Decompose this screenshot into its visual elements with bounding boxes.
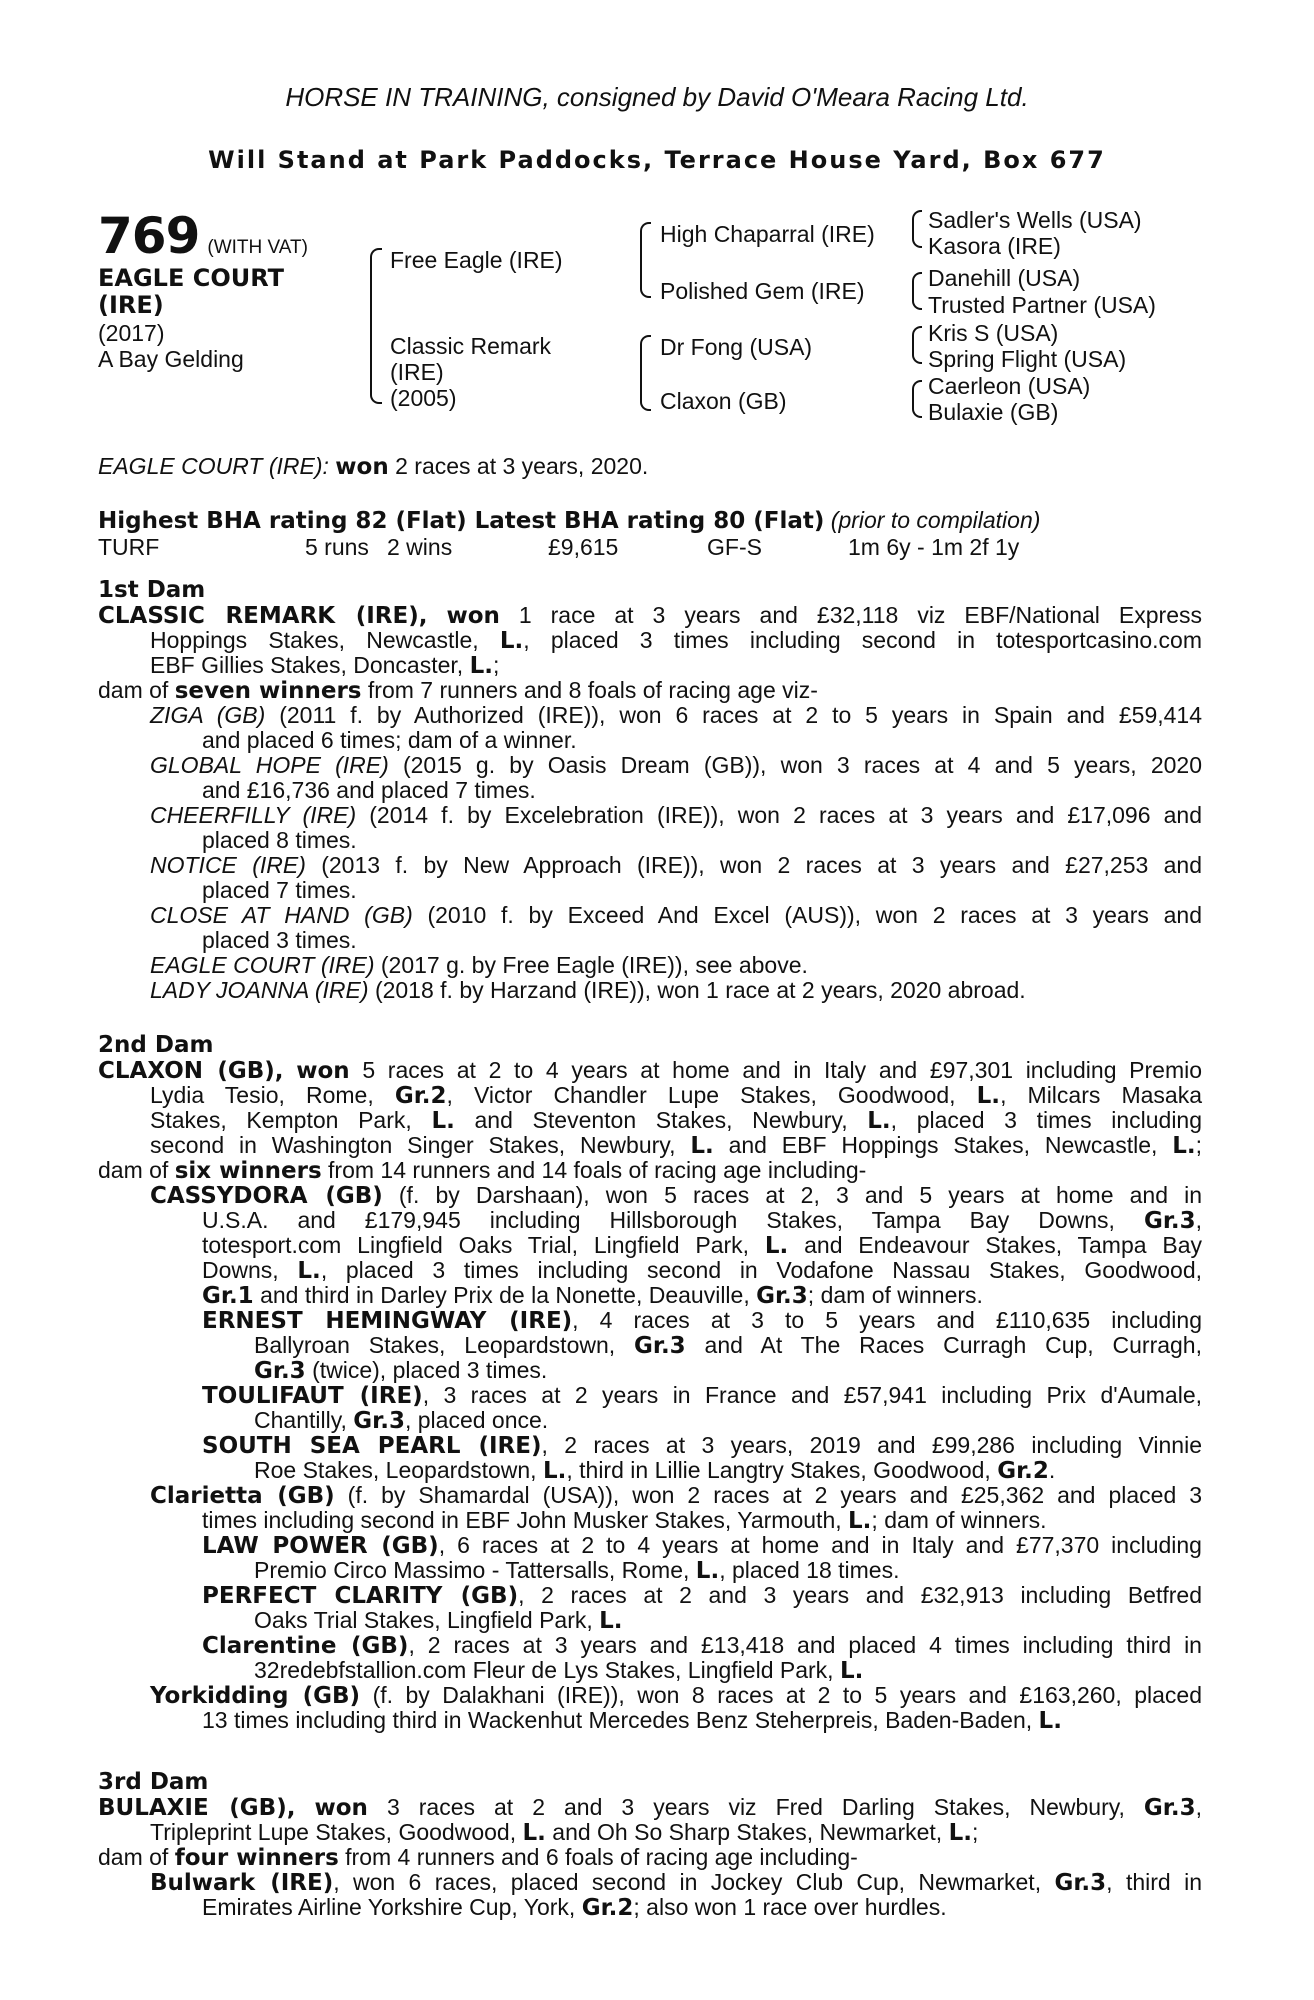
first-dam-produce-line: dam of seven winners from 7 runners and 8 foals of racing age viz- xyxy=(98,677,818,704)
pedigree-g3-1: Kasora (IRE) xyxy=(928,233,1061,259)
third-dam-heading: 3rd Dam xyxy=(98,1769,209,1795)
yorkidding-line1: Yorkidding (GB) (f. by Dalakhani (IRE)), won 8 races at 2 to 5 years and £163,260, placed xyxy=(150,1682,1203,1709)
perfect-clarity-line1: PERFECT CLARITY (GB), 2 races at 2 and 3 years and £32,913 including Betfred xyxy=(202,1582,1202,1609)
second-dam-line3: Stakes, Kempton Park, L. and Steventon Stakes, Newbury, L., placed 3 times including xyxy=(150,1107,1203,1134)
lot-number: 769 xyxy=(98,207,200,265)
pedigree-g3-5: Spring Flight (USA) xyxy=(928,346,1127,372)
turf-wins: 2 wins xyxy=(387,534,453,560)
first-dam-section xyxy=(98,578,1202,1018)
third-dam-line1: BULAXIE (GB), won 3 races at 2 and 3 years viz Fred Darling Stakes, Newbury, Gr.3, xyxy=(98,1794,1202,1821)
cassydora-line1: CASSYDORA (GB) (f. by Darshaan), won 5 races at 2, 3 and 5 years at home and in xyxy=(150,1182,1203,1209)
second-dam-line4: second in Washington Singer Stakes, Newbury, L. and EBF Hoppings Stakes, Newcastle, L.; xyxy=(150,1132,1203,1159)
progeny-global-hope: GLOBAL HOPE (IRE) (2015 g. by Oasis Dream (GB)), won 3 races at 4 and 5 years, 2020 xyxy=(150,752,1202,778)
pedigree-dam-year: (2005) xyxy=(390,385,457,411)
horse-description: A Bay Gelding xyxy=(98,346,244,372)
turf-runs: 5 runs xyxy=(305,534,369,560)
clarietta-line2: times including second in EBF John Musker Stakes, Yarmouth, L.; dam of winners. xyxy=(202,1507,1047,1534)
turf-distance: 1m 6y - 1m 2f 1y xyxy=(848,534,1020,560)
yorkidding-line2: 13 times including third in Wackenhut Mercedes Benz Steherpreis, Baden-Baden, L. xyxy=(202,1707,1062,1734)
pedigree-sire-dam: Polished Gem (IRE) xyxy=(660,278,865,304)
progeny-eagle-court: EAGLE COURT (IRE) (2017 g. by Free Eagle (IRE)), see above. xyxy=(150,952,808,978)
pedigree-sire-sire: High Chaparral (IRE) xyxy=(660,221,875,247)
pedigree-brace-g3-1 xyxy=(912,210,922,248)
pedigree-g3-4: Kris S (USA) xyxy=(928,320,1059,346)
clarietta-line1: Clarietta (GB) (f. by Shamardal (USA)), won 2 races at 2 years and £25,362 and placed 3 xyxy=(150,1482,1203,1509)
horse-name: EAGLE COURT (IRE) xyxy=(98,264,284,319)
second-dam-produce-line: dam of six winners from 14 runners and 14 foals of racing age including- xyxy=(98,1157,867,1184)
progeny-cheerfilly: CHEERFILLY (IRE) (2014 f. by Excelebration (IRE)), won 2 races at 3 years and £17,096 and xyxy=(150,802,1203,828)
pedigree-dam-sire: Dr Fong (USA) xyxy=(660,334,813,360)
second-dam-line2: Lydia Tesio, Rome, Gr.2, Victor Chandler Lupe Stakes, Goodwood, L., Milcars Masaka xyxy=(150,1082,1202,1109)
pedigree-g3-3: Trusted Partner (USA) xyxy=(928,292,1156,318)
bha-rating: Highest BHA rating 82 (Flat) Latest BHA rating 80 (Flat) xyxy=(98,508,825,534)
ernest-hemingway-line3: Gr.3 (twice), placed 3 times. xyxy=(254,1357,548,1384)
summary-horse-name: EAGLE COURT (IRE) xyxy=(98,453,323,479)
cassydora-line2: U.S.A. and £179,945 including Hillsborough Stakes, Tampa Bay Downs, Gr.3, xyxy=(202,1207,1203,1234)
turf-going: GF-S xyxy=(707,534,762,560)
pedigree-brace-g3-4 xyxy=(912,380,922,418)
rating-note: (prior to compilation) xyxy=(830,507,1041,533)
first-dam-line1: CLASSIC REMARK (IRE), won 1 race at 3 years and £32,118 viz EBF/National Express xyxy=(98,602,1202,629)
first-dam-line3: EBF Gillies Stakes, Doncaster, L.; xyxy=(150,652,500,679)
bulwark-line1: Bulwark (IRE), won 6 races, placed second in Jockey Club Cup, Newmarket, Gr.3, third in xyxy=(150,1869,1202,1896)
third-dam-produce-line: dam of four winners from 4 runners and 6 foals of racing age including- xyxy=(98,1844,858,1871)
pedigree-dam-dam: Claxon (GB) xyxy=(660,388,787,414)
pedigree-dam-name: Classic Remark xyxy=(390,333,552,359)
summary-colon: : xyxy=(322,453,329,479)
toulifaut-line2: Chantilly, Gr.3, placed once. xyxy=(254,1407,549,1434)
ernest-hemingway-line1: ERNEST HEMINGWAY (IRE), 4 races at 3 to 5 years and £110,635 including xyxy=(202,1307,1202,1334)
cassydora-line5: Gr.1 and third in Darley Prix de la Nonette, Deauville, Gr.3; dam of winners. xyxy=(202,1282,983,1309)
progeny-close-at-hand-cont: placed 3 times. xyxy=(202,927,357,953)
pedigree-brace-g3-2 xyxy=(912,272,922,310)
first-dam-line2: Hoppings Stakes, Newcastle, L., placed 3 times including second in totesportcasino.com xyxy=(150,627,1202,654)
horse-year: (2017) xyxy=(98,320,165,346)
perfect-clarity-line2: Oaks Trial Stakes, Lingfield Park, L. xyxy=(254,1607,623,1634)
pedigree-dam-country: (IRE) xyxy=(390,359,444,385)
summary-text: 2 races at 3 years, 2020. xyxy=(395,453,649,479)
race-summary xyxy=(98,454,1202,481)
south-sea-pearl-line2: Roe Stakes, Leopardstown, L., third in Lillie Langtry Stakes, Goodwood, Gr.2. xyxy=(254,1457,1056,1484)
cassydora-line3: totesport.com Lingfield Oaks Trial, Lingfield Park, L. and Endeavour Stakes, Tampa Bay xyxy=(202,1232,1202,1259)
progeny-notice: NOTICE (IRE) (2013 f. by New Approach (IRE)), won 2 races at 3 years and £27,253 and xyxy=(150,852,1202,878)
progeny-ziga: ZIGA (GB) (2011 f. by Authorized (IRE)), won 6 races at 2 to 5 years in Spain and £59,414 xyxy=(150,702,1203,728)
clarentine-line2: 32redebfstallion.com Fleur de Lys Stakes, Lingfield Park, L. xyxy=(254,1657,864,1684)
pedigree-g3-7: Bulaxie (GB) xyxy=(928,399,1059,425)
pedigree-g3-2: Danehill (USA) xyxy=(928,265,1081,291)
south-sea-pearl-line1: SOUTH SEA PEARL (IRE), 2 races at 3 years, 2019 and £99,286 including Vinnie xyxy=(202,1432,1202,1459)
first-dam-heading: 1st Dam xyxy=(98,577,206,603)
location-header: Will Stand at Park Paddocks, Terrace House Yard, Box 677 xyxy=(208,146,1106,174)
second-dam-line1: CLAXON (GB), won 5 races at 2 to 4 years at home and in Italy and £97,301 including Premio xyxy=(98,1057,1203,1084)
pedigree-brace-g3-3 xyxy=(912,326,922,364)
turf-earnings: £9,615 xyxy=(548,534,619,560)
summary-won: won xyxy=(335,454,389,480)
law-power-line1: LAW POWER (GB), 6 races at 2 to 4 years at home and in Italy and £77,370 including xyxy=(202,1532,1202,1559)
second-dam-heading: 2nd Dam xyxy=(98,1032,214,1058)
pedigree-sire: Free Eagle (IRE) xyxy=(390,247,563,273)
rating-line xyxy=(98,508,1202,535)
third-dam-line2: Tripleprint Lupe Stakes, Goodwood, L. and Oh So Sharp Stakes, Newmarket, L.; xyxy=(150,1819,979,1846)
pedigree-g3-6: Caerleon (USA) xyxy=(928,373,1091,399)
law-power-line2: Premio Circo Massimo - Tattersalls, Rome, L., placed 18 times. xyxy=(254,1557,900,1584)
bulwark-line2: Emirates Airline Yorkshire Cup, York, Gr.2; also won 1 race over hurdles. xyxy=(202,1894,947,1921)
pedigree-brace-gen1 xyxy=(370,248,382,404)
consignment-header: HORSE IN TRAINING, consigned by David O'Meara Racing Ltd. xyxy=(285,82,1029,112)
progeny-close-at-hand: CLOSE AT HAND (GB) (2010 f. by Exceed And Excel (AUS)), won 2 races at 3 years and xyxy=(150,902,1202,928)
progeny-lady-joanna: LADY JOANNA (IRE) (2018 f. by Harzand (IRE)), won 1 race at 2 years, 2020 abroad. xyxy=(150,977,1026,1003)
ernest-hemingway-line2: Ballyroan Stakes, Leopardstown, Gr.3 and At The Races Curragh Cup, Curragh, xyxy=(254,1332,1202,1359)
pedigree-brace-sire xyxy=(640,222,651,298)
pedigree-g3-0: Sadler's Wells (USA) xyxy=(928,207,1142,233)
progeny-cheerfilly-cont: placed 8 times. xyxy=(202,827,357,853)
cassydora-line4: Downs, L., placed 3 times including second in Vodafone Nassau Stakes, Goodwood, xyxy=(202,1257,1203,1284)
toulifaut-line1: TOULIFAUT (IRE), 3 races at 2 years in France and £57,941 including Prix d'Aumale, xyxy=(202,1382,1203,1409)
progeny-ziga-cont: and placed 6 times; dam of a winner. xyxy=(202,727,577,753)
lot-number-block xyxy=(98,207,308,265)
clarentine-line1: Clarentine (GB), 2 races at 3 years and £13,418 and placed 4 times including third in xyxy=(202,1632,1202,1659)
vat-label: (WITH VAT) xyxy=(207,237,308,258)
third-dam-section xyxy=(98,1770,1202,1920)
turf-surface: TURF xyxy=(98,534,160,560)
progeny-notice-cont: placed 7 times. xyxy=(202,877,357,903)
second-dam-section xyxy=(98,1033,1202,1753)
pedigree-brace-dam xyxy=(640,335,651,411)
progeny-global-hope-cont: and £16,736 and placed 7 times. xyxy=(202,777,536,803)
